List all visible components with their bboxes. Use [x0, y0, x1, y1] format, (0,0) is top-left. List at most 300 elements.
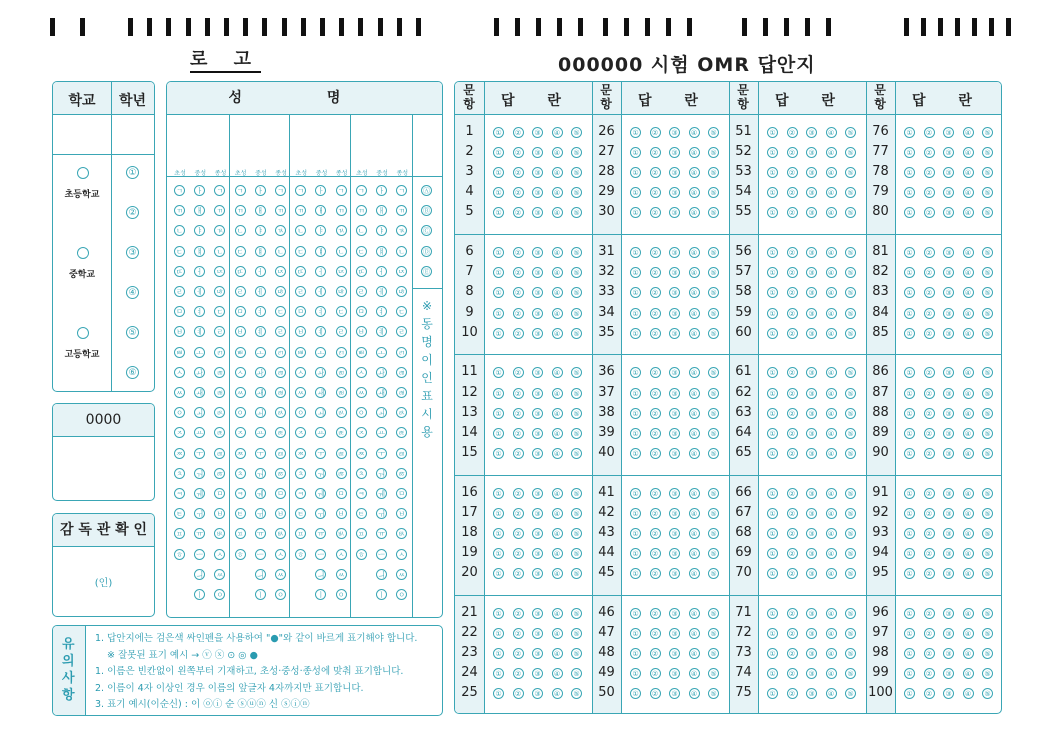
name-bubble[interactable]: ㅁ [275, 488, 286, 499]
answer-bubble[interactable]: ② [513, 628, 524, 639]
name-bubble[interactable]: ㅙ [376, 387, 387, 398]
answer-bubble[interactable]: ④ [689, 548, 700, 559]
answer-bubble[interactable]: ④ [826, 548, 837, 559]
name-bubble[interactable]: ㅘ [255, 367, 266, 378]
answer-bubble[interactable]: ② [650, 688, 661, 699]
answer-bubble[interactable]: ② [924, 308, 935, 319]
answer-bubble[interactable]: ① [767, 548, 778, 559]
answer-bubble[interactable]: ④ [963, 628, 974, 639]
answer-bubble[interactable]: ③ [532, 648, 543, 659]
answer-bubble[interactable]: ② [650, 388, 661, 399]
name-bubble[interactable]: ㅋ [174, 488, 185, 499]
answer-bubble[interactable]: ① [630, 648, 641, 659]
answer-bubble[interactable]: ② [513, 428, 524, 439]
answer-bubble[interactable]: ④ [826, 287, 837, 298]
answer-bubble[interactable]: ⑤ [708, 308, 719, 319]
name-bubble[interactable]: ㅇ [356, 407, 367, 418]
answer-bubble[interactable]: ① [630, 328, 641, 339]
name-bubble[interactable]: ㅔ [315, 286, 326, 297]
name-bubble[interactable]: ㅎ [295, 549, 306, 560]
name-bubble[interactable]: ㄻ [275, 367, 286, 378]
name-bubble[interactable]: ㅛ [255, 427, 266, 438]
name-bubble[interactable]: ㅘ [194, 367, 205, 378]
answer-bubble[interactable]: ⑤ [982, 127, 993, 138]
answer-bubble[interactable]: ① [630, 367, 641, 378]
answer-bubble[interactable]: ② [650, 428, 661, 439]
answer-bubble[interactable]: ⑤ [845, 167, 856, 178]
answer-bubble[interactable]: ⑤ [982, 688, 993, 699]
answer-bubble[interactable]: ② [513, 528, 524, 539]
name-bubble[interactable]: ㄳ [336, 225, 347, 236]
answer-bubble[interactable]: ③ [943, 408, 954, 419]
answer-bubble[interactable]: ④ [552, 628, 563, 639]
name-bubble[interactable]: ㅎ [356, 549, 367, 560]
answer-bubble[interactable]: ③ [806, 388, 817, 399]
name-bubble[interactable]: ㅄ [275, 528, 286, 539]
answer-bubble[interactable]: ③ [806, 147, 817, 158]
answer-bubble[interactable]: ⑤ [571, 388, 582, 399]
grade-bubble[interactable]: ③ [126, 246, 139, 259]
name-bubble[interactable]: ㅍ [174, 528, 185, 539]
name-bubble[interactable]: ㄷ [174, 246, 185, 257]
answer-bubble[interactable]: ④ [689, 147, 700, 158]
answer-bubble[interactable]: ① [904, 488, 915, 499]
answer-bubble[interactable]: ④ [826, 668, 837, 679]
answer-bubble[interactable]: ③ [532, 448, 543, 459]
answer-bubble[interactable]: ④ [689, 488, 700, 499]
answer-bubble[interactable]: ④ [552, 508, 563, 519]
answer-bubble[interactable]: ③ [943, 127, 954, 138]
answer-bubble[interactable]: ② [513, 328, 524, 339]
answer-bubble[interactable]: ⑤ [708, 127, 719, 138]
answer-bubble[interactable]: ③ [943, 207, 954, 218]
answer-bubble[interactable]: ① [493, 207, 504, 218]
answer-bubble[interactable]: ③ [943, 668, 954, 679]
answer-bubble[interactable]: ① [767, 388, 778, 399]
answer-bubble[interactable]: ① [904, 688, 915, 699]
answer-bubble[interactable]: ④ [826, 167, 837, 178]
answer-bubble[interactable]: ③ [943, 528, 954, 539]
name-bubble[interactable]: ㅆ [295, 387, 306, 398]
answer-bubble[interactable]: ⑤ [571, 167, 582, 178]
answer-bubble[interactable]: ① [630, 528, 641, 539]
answer-bubble[interactable]: ④ [689, 127, 700, 138]
answer-bubble[interactable]: ① [767, 568, 778, 579]
answer-bubble[interactable]: ④ [963, 207, 974, 218]
answer-bubble[interactable]: ③ [669, 648, 680, 659]
grade-bubble[interactable]: ④ [126, 286, 139, 299]
answer-bubble[interactable]: ⑤ [708, 548, 719, 559]
name-bubble[interactable]: ㄼ [275, 387, 286, 398]
name-bubble[interactable]: ㅙ [194, 387, 205, 398]
answer-bubble[interactable]: ④ [689, 367, 700, 378]
name-bubble[interactable]: ㄿ [275, 448, 286, 459]
answer-bubble[interactable]: ⑤ [571, 448, 582, 459]
name-bubble[interactable]: ㄲ [275, 205, 286, 216]
answer-bubble[interactable]: ④ [826, 187, 837, 198]
answer-bubble[interactable]: ② [650, 287, 661, 298]
answer-bubble[interactable]: ③ [532, 328, 543, 339]
answer-bubble[interactable]: ③ [669, 548, 680, 559]
answer-bubble[interactable]: ⑤ [571, 528, 582, 539]
answer-bubble[interactable]: ④ [552, 528, 563, 539]
answer-bubble[interactable]: ② [650, 408, 661, 419]
answer-bubble[interactable]: ③ [943, 608, 954, 619]
answer-bubble[interactable]: ③ [943, 247, 954, 258]
name-bubble[interactable]: ㅄ [214, 528, 225, 539]
answer-bubble[interactable]: ⑤ [571, 247, 582, 258]
answer-bubble[interactable]: ④ [552, 207, 563, 218]
name-bubble[interactable]: ㄻ [214, 367, 225, 378]
answer-bubble[interactable]: ① [767, 247, 778, 258]
answer-bubble[interactable]: ② [650, 508, 661, 519]
answer-bubble[interactable]: ④ [552, 308, 563, 319]
answer-bubble[interactable]: ④ [826, 528, 837, 539]
name-bubble[interactable]: ㄹ [356, 286, 367, 297]
answer-bubble[interactable]: ② [924, 648, 935, 659]
answer-bubble[interactable]: ⑤ [845, 267, 856, 278]
answer-bubble[interactable]: ② [787, 187, 798, 198]
name-bubble[interactable]: ㅂ [174, 326, 185, 337]
answer-bubble[interactable]: ② [650, 548, 661, 559]
answer-bubble[interactable]: ② [924, 628, 935, 639]
name-bubble[interactable]: ㅇ [174, 407, 185, 418]
name-bubble[interactable]: ㅌ [356, 508, 367, 519]
name-bubble[interactable]: ㅋ [235, 488, 246, 499]
answer-bubble[interactable]: ④ [689, 428, 700, 439]
name-bubble[interactable]: ㅕ [194, 306, 205, 317]
answer-bubble[interactable]: ⑤ [982, 668, 993, 679]
name-bubble[interactable]: ㅖ [194, 326, 205, 337]
answer-bubble[interactable]: ② [924, 287, 935, 298]
name-bubble[interactable]: ㅝ [376, 468, 387, 479]
answer-bubble[interactable]: ⑤ [982, 207, 993, 218]
name-bubble[interactable]: ㄷ [336, 306, 347, 317]
answer-bubble[interactable]: ⑤ [845, 548, 856, 559]
answer-bubble[interactable]: ③ [532, 167, 543, 178]
name-bubble[interactable]: ㅚ [376, 407, 387, 418]
answer-bubble[interactable]: ⑤ [982, 608, 993, 619]
answer-bubble[interactable]: ③ [943, 568, 954, 579]
name-bubble[interactable]: ㅓ [194, 266, 205, 277]
answer-bubble[interactable]: ④ [689, 648, 700, 659]
answer-bubble[interactable]: ① [630, 187, 641, 198]
name-bubble[interactable]: ㄳ [396, 225, 407, 236]
answer-bubble[interactable]: ⑤ [982, 568, 993, 579]
answer-bubble[interactable]: ① [767, 308, 778, 319]
answer-bubble[interactable]: ② [650, 488, 661, 499]
name-bubble[interactable]: ㄾ [396, 427, 407, 438]
answer-bubble[interactable]: ① [630, 608, 641, 619]
answer-bubble[interactable]: ③ [943, 187, 954, 198]
answer-bubble[interactable]: ④ [552, 608, 563, 619]
answer-bubble[interactable]: ① [493, 568, 504, 579]
name-bubble[interactable]: ㄱ [235, 185, 246, 196]
answer-bubble[interactable]: ② [650, 328, 661, 339]
answer-bubble[interactable]: ② [924, 568, 935, 579]
answer-bubble[interactable]: ① [493, 167, 504, 178]
answer-bubble[interactable]: ④ [826, 367, 837, 378]
answer-bubble[interactable]: ④ [689, 187, 700, 198]
answer-bubble[interactable]: ① [493, 668, 504, 679]
answer-bubble[interactable]: ⑤ [845, 628, 856, 639]
answer-bubble[interactable]: ⑤ [708, 388, 719, 399]
name-bubble[interactable]: ㅠ [376, 528, 387, 539]
answer-bubble[interactable]: ② [924, 488, 935, 499]
name-bubble[interactable]: ㄽ [214, 407, 225, 418]
name-bubble[interactable]: ㅅ [356, 367, 367, 378]
answer-bubble[interactable]: ③ [532, 568, 543, 579]
name-bubble[interactable]: ㄹ [275, 326, 286, 337]
name-bubble[interactable]: ㅆ [275, 569, 286, 580]
name-bubble[interactable]: ㅈ [235, 427, 246, 438]
answer-bubble[interactable]: ② [787, 428, 798, 439]
answer-bubble[interactable]: ② [787, 448, 798, 459]
answer-bubble[interactable]: ④ [689, 528, 700, 539]
answer-bubble[interactable]: ⑤ [571, 408, 582, 419]
answer-bubble[interactable]: ① [904, 548, 915, 559]
answer-bubble[interactable]: ① [767, 207, 778, 218]
name-bubble[interactable]: ㅔ [376, 286, 387, 297]
name-bubble[interactable]: ㄾ [275, 427, 286, 438]
name-bubble[interactable]: ㅇ [235, 407, 246, 418]
answer-bubble[interactable]: ② [513, 408, 524, 419]
answer-bubble[interactable]: ⑤ [845, 508, 856, 519]
answer-bubble[interactable]: ② [513, 147, 524, 158]
answer-bubble[interactable]: ① [493, 548, 504, 559]
answer-bubble[interactable]: ③ [669, 247, 680, 258]
answer-bubble[interactable]: ③ [806, 688, 817, 699]
name-bubble[interactable]: ㄷ [356, 246, 367, 257]
name-bubble[interactable]: ㅛ [315, 427, 326, 438]
name-bubble[interactable]: ㅐ [376, 205, 387, 216]
name-bubble[interactable]: ㄴ [356, 225, 367, 236]
answer-bubble[interactable]: ② [787, 207, 798, 218]
answer-bubble[interactable]: ① [767, 688, 778, 699]
answer-bubble[interactable]: ① [493, 528, 504, 539]
answer-bubble[interactable]: ③ [806, 127, 817, 138]
answer-bubble[interactable]: ③ [669, 367, 680, 378]
school-bubble[interactable] [77, 327, 89, 339]
answer-bubble[interactable]: ① [630, 167, 641, 178]
answer-bubble[interactable]: ④ [689, 668, 700, 679]
name-bubble[interactable]: ㄾ [214, 427, 225, 438]
answer-bubble[interactable]: ③ [669, 167, 680, 178]
answer-bubble[interactable]: ⑤ [982, 408, 993, 419]
name-bubble[interactable]: ㅇ [396, 589, 407, 600]
answer-bubble[interactable]: ② [513, 388, 524, 399]
answer-bubble[interactable]: ⑤ [982, 308, 993, 319]
name-bubble[interactable]: ㄴ [174, 225, 185, 236]
answer-bubble[interactable]: ④ [689, 608, 700, 619]
name-bubble[interactable]: ㅣ [376, 589, 387, 600]
name-bubble[interactable]: ㄲ [235, 205, 246, 216]
answer-bubble[interactable]: ③ [943, 548, 954, 559]
answer-bubble[interactable]: ⑤ [708, 287, 719, 298]
answer-bubble[interactable]: ① [630, 408, 641, 419]
answer-bubble[interactable]: ① [493, 408, 504, 419]
name-bubble[interactable]: ㅀ [214, 468, 225, 479]
answer-bubble[interactable]: ② [924, 668, 935, 679]
answer-bubble[interactable]: ③ [532, 668, 543, 679]
name-bubble[interactable]: ㄵ [214, 266, 225, 277]
answer-bubble[interactable]: ① [904, 388, 915, 399]
answer-bubble[interactable]: ⑤ [708, 428, 719, 439]
answer-bubble[interactable]: ③ [943, 267, 954, 278]
answer-bubble[interactable]: ① [904, 167, 915, 178]
answer-bubble[interactable]: ⑤ [571, 287, 582, 298]
answer-bubble[interactable]: ① [904, 648, 915, 659]
answer-bubble[interactable]: ⑤ [708, 528, 719, 539]
answer-bubble[interactable]: ⑤ [708, 147, 719, 158]
answer-bubble[interactable]: ⑤ [982, 247, 993, 258]
answer-bubble[interactable]: ④ [552, 267, 563, 278]
answer-bubble[interactable]: ④ [552, 448, 563, 459]
answer-bubble[interactable]: ④ [552, 648, 563, 659]
name-bubble[interactable]: ㅚ [255, 407, 266, 418]
name-bubble[interactable]: ㄺ [275, 347, 286, 358]
answer-bubble[interactable]: ② [924, 508, 935, 519]
answer-bubble[interactable]: ⑤ [982, 267, 993, 278]
answer-bubble[interactable]: ④ [552, 568, 563, 579]
name-bubble[interactable]: ㅃ [295, 347, 306, 358]
answer-bubble[interactable]: ④ [826, 688, 837, 699]
name-bubble[interactable]: ㅑ [315, 225, 326, 236]
answer-bubble[interactable]: ① [630, 628, 641, 639]
extra-bubble[interactable]: Ⓔ [423, 267, 430, 276]
answer-bubble[interactable]: ⑤ [571, 628, 582, 639]
answer-bubble[interactable]: ⑤ [845, 608, 856, 619]
answer-bubble[interactable]: ⑤ [982, 448, 993, 459]
answer-bubble[interactable]: ⑤ [982, 167, 993, 178]
extra-bubble[interactable]: Ⓐ [423, 187, 430, 195]
answer-bubble[interactable]: ② [924, 267, 935, 278]
name-bubble[interactable]: ㅅ [295, 367, 306, 378]
answer-bubble[interactable]: ⑤ [982, 287, 993, 298]
answer-bubble[interactable]: ② [924, 528, 935, 539]
answer-bubble[interactable]: ② [787, 548, 798, 559]
name-bubble[interactable]: ㅣ [194, 589, 205, 600]
name-bubble[interactable]: ㅓ [315, 266, 326, 277]
answer-bubble[interactable]: ⑤ [845, 187, 856, 198]
answer-bubble[interactable]: ② [650, 528, 661, 539]
answer-bubble[interactable]: ② [924, 167, 935, 178]
answer-bubble[interactable]: ① [904, 127, 915, 138]
name-bubble[interactable]: ㅇ [275, 589, 286, 600]
name-bubble[interactable]: ㄻ [336, 367, 347, 378]
name-bubble[interactable]: ㅊ [235, 468, 246, 479]
answer-bubble[interactable]: ① [904, 628, 915, 639]
answer-bubble[interactable]: ④ [963, 187, 974, 198]
answer-bubble[interactable]: ④ [826, 448, 837, 459]
answer-bubble[interactable]: ② [513, 448, 524, 459]
name-bubble[interactable]: ㅡ [194, 549, 205, 560]
answer-bubble[interactable]: ⑤ [571, 608, 582, 619]
name-bubble[interactable]: ㄲ [174, 205, 185, 216]
name-bubble[interactable]: ㅒ [255, 246, 266, 257]
name-bubble[interactable]: ㄵ [396, 266, 407, 277]
name-bubble[interactable]: ㅆ [235, 387, 246, 398]
answer-bubble[interactable]: ⑤ [845, 408, 856, 419]
name-bubble[interactable]: ㅓ [255, 266, 266, 277]
answer-bubble[interactable]: ② [787, 267, 798, 278]
answer-bubble[interactable]: ⑤ [708, 688, 719, 699]
name-bubble[interactable]: ㅍ [235, 528, 246, 539]
answer-bubble[interactable]: ② [650, 187, 661, 198]
answer-bubble[interactable]: ② [787, 488, 798, 499]
answer-bubble[interactable]: ② [650, 608, 661, 619]
answer-bubble[interactable]: ③ [532, 187, 543, 198]
name-bubble[interactable]: ㅗ [194, 347, 205, 358]
answer-bubble[interactable]: ③ [806, 267, 817, 278]
name-bubble[interactable]: ㅞ [255, 488, 266, 499]
name-bubble[interactable]: ㅔ [255, 286, 266, 297]
answer-bubble[interactable]: ② [513, 267, 524, 278]
answer-bubble[interactable]: ③ [532, 428, 543, 439]
answer-bubble[interactable]: ④ [963, 448, 974, 459]
name-bubble[interactable]: ㄾ [336, 427, 347, 438]
extra-bubble[interactable]: Ⓑ [423, 207, 430, 216]
answer-bubble[interactable]: ⑤ [708, 367, 719, 378]
answer-bubble[interactable]: ⑤ [845, 648, 856, 659]
name-bubble[interactable]: ㄴ [336, 246, 347, 257]
answer-bubble[interactable]: ① [493, 328, 504, 339]
answer-bubble[interactable]: ④ [963, 167, 974, 178]
answer-bubble[interactable]: ③ [943, 448, 954, 459]
answer-bubble[interactable]: ④ [826, 428, 837, 439]
answer-bubble[interactable]: ② [513, 608, 524, 619]
answer-bubble[interactable]: ③ [532, 548, 543, 559]
name-bubble[interactable]: ㅌ [235, 508, 246, 519]
answer-bubble[interactable]: ③ [532, 388, 543, 399]
name-bubble[interactable]: ㅂ [214, 508, 225, 519]
answer-bubble[interactable]: ④ [963, 328, 974, 339]
answer-bubble[interactable]: ⑤ [708, 207, 719, 218]
answer-bubble[interactable]: ② [650, 568, 661, 579]
answer-bubble[interactable]: ① [630, 247, 641, 258]
name-bubble[interactable]: ㅂ [356, 326, 367, 337]
name-bubble[interactable]: ㅅ [396, 549, 407, 560]
answer-bubble[interactable]: ③ [806, 508, 817, 519]
name-bubble[interactable]: ㅅ [275, 549, 286, 560]
name-bubble[interactable]: ㄵ [336, 266, 347, 277]
answer-bubble[interactable]: ③ [532, 308, 543, 319]
name-bubble[interactable]: ㄽ [275, 407, 286, 418]
answer-bubble[interactable]: ② [513, 367, 524, 378]
name-bubble[interactable]: ㅠ [315, 528, 326, 539]
name-bubble[interactable]: ㅐ [194, 205, 205, 216]
answer-bubble[interactable]: ① [904, 207, 915, 218]
answer-bubble[interactable]: ④ [552, 328, 563, 339]
answer-bubble[interactable]: ① [493, 508, 504, 519]
name-bubble[interactable]: ㅉ [235, 448, 246, 459]
name-bubble[interactable]: ㅍ [295, 528, 306, 539]
answer-bubble[interactable]: ① [904, 568, 915, 579]
answer-bubble[interactable]: ④ [552, 488, 563, 499]
answer-bubble[interactable]: ① [630, 207, 641, 218]
answer-bubble[interactable]: ① [767, 628, 778, 639]
answer-bubble[interactable]: ④ [963, 608, 974, 619]
answer-bubble[interactable]: ① [630, 568, 641, 579]
answer-bubble[interactable]: ④ [963, 308, 974, 319]
answer-bubble[interactable]: ③ [806, 408, 817, 419]
name-bubble[interactable]: ㅂ [396, 508, 407, 519]
answer-bubble[interactable]: ④ [689, 328, 700, 339]
answer-bubble[interactable]: ③ [806, 308, 817, 319]
answer-bubble[interactable]: ① [630, 428, 641, 439]
name-bubble[interactable]: ㅐ [315, 205, 326, 216]
name-bubble[interactable]: ㅁ [295, 306, 306, 317]
